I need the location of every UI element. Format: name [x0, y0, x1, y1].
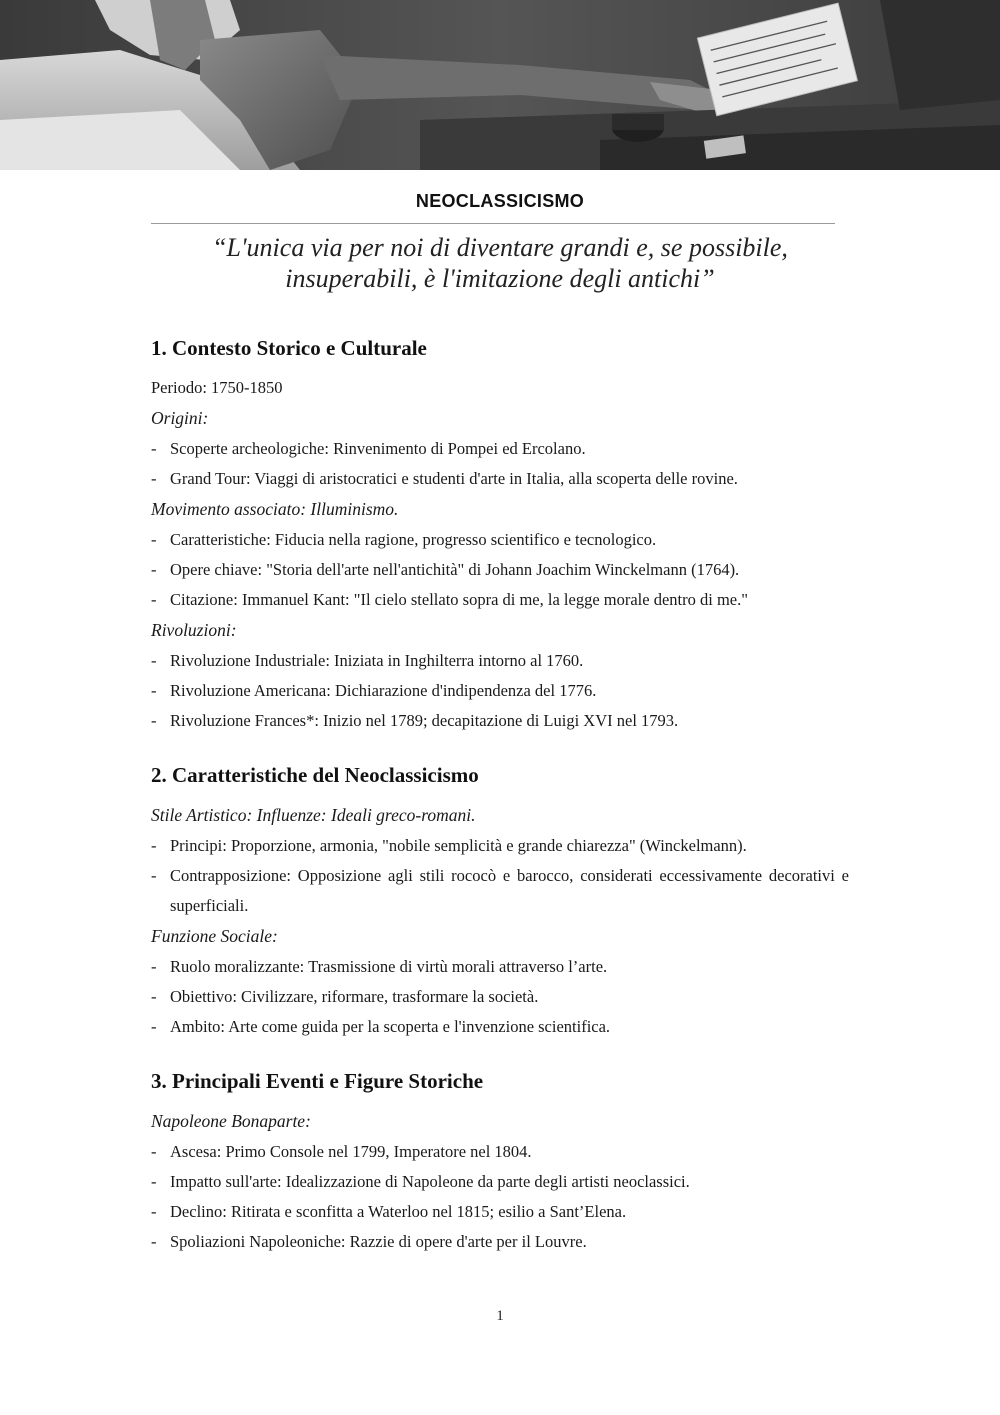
- list-item: - Ascesa: Primo Console nel 1799, Imperatore nel 1804.: [151, 1137, 849, 1167]
- list-item: - Citazione: Immanuel Kant: "Il cielo stellato sopra di me, la legge morale dentro di me.": [151, 585, 849, 615]
- period-text: Periodo: 1750-1850: [151, 378, 283, 397]
- header-painting-image: [0, 0, 1000, 170]
- section-events-figures: [151, 1066, 849, 1257]
- painting-image-icon: [0, 0, 1000, 170]
- section-characteristics: [151, 760, 849, 1042]
- section-heading: 3. Principali Eventi e Figure Storiche: [151, 1069, 484, 1093]
- section-heading: 2. Caratteristiche del Neoclassicismo: [151, 763, 479, 787]
- list-item: - Ruolo moralizzante: Trasmissione di virtù morali attraverso l’arte.: [151, 952, 849, 982]
- subsection-label: Origini:: [151, 408, 209, 428]
- list-item: - Rivoluzione Industriale: Iniziata in Inghilterra intorno al 1760.: [151, 646, 849, 676]
- list-item: - Scoperte archeologiche: Rinvenimento di Pompei ed Ercolano.: [151, 434, 849, 464]
- section-heading: 1. Contesto Storico e Culturale: [151, 336, 427, 360]
- list-item: - Grand Tour: Viaggi di aristocratici e studenti d'arte in Italia, alla scoperta delle rovine.: [151, 464, 849, 494]
- list-item: - Rivoluzione Americana: Dichiarazione d'indipendenza del 1776.: [151, 676, 849, 706]
- document-title: NEOCLASSICISMO: [415, 191, 585, 211]
- title-divider: [151, 223, 835, 224]
- opening-quote: [120, 232, 880, 294]
- origins-list: [151, 434, 849, 494]
- subsection-label: Funzione Sociale:: [151, 926, 278, 946]
- napoleon-list: [151, 1137, 849, 1257]
- movement-list: [151, 525, 849, 615]
- list-item: - Rivoluzione Frances*: Inizio nel 1789; decapitazione di Luigi XVI nel 1793.: [151, 706, 849, 736]
- section-historical-context: [151, 333, 849, 736]
- subsection-label: Napoleone Bonaparte:: [151, 1111, 311, 1131]
- list-item: - Contrapposizione: Opposizione agli stili rococò e barocco, considerati eccessivamente decorativi e superficiali.: [151, 861, 849, 921]
- list-item: - Opere chiave: "Storia dell'arte nell'antichità" di Johann Joachim Winckelmann (1764).: [151, 555, 849, 585]
- subsection-label: Stile Artistico: Influenze: Ideali greco-romani.: [151, 805, 476, 825]
- list-item: - Impatto sull'arte: Idealizzazione di Napoleone da parte degli artisti neoclassici.: [151, 1167, 849, 1197]
- quote-line: insuperabili, è l'imitazione degli antichi”: [285, 264, 715, 293]
- page-number: 1: [496, 1308, 504, 1324]
- document-body: [151, 333, 849, 1257]
- list-item: - Ambito: Arte come guida per la scoperta e l'invenzione scientifica.: [151, 1012, 849, 1042]
- list-item: - Principi: Proporzione, armonia, "nobile semplicità e grande chiarezza" (Winckelmann).: [151, 831, 849, 861]
- list-item: - Obiettivo: Civilizzare, riformare, trasformare la società.: [151, 982, 849, 1012]
- subsection-label: Movimento associato: Illuminismo.: [151, 499, 399, 519]
- subsection-label: Rivoluzioni:: [151, 620, 237, 640]
- list-item: - Caratteristiche: Fiducia nella ragione, progresso scientifico e tecnologico.: [151, 525, 849, 555]
- list-item: - Spoliazioni Napoleoniche: Razzie di opere d'arte per il Louvre.: [151, 1227, 849, 1257]
- social-list: [151, 952, 849, 1042]
- style-list: [151, 831, 849, 921]
- list-item: - Declino: Ritirata e sconfitta a Waterloo nel 1815; esilio a Sant’Elena.: [151, 1197, 849, 1227]
- revolutions-list: [151, 646, 849, 736]
- quote-line: “L'unica via per noi di diventare grandi e, se possibile,: [212, 233, 788, 262]
